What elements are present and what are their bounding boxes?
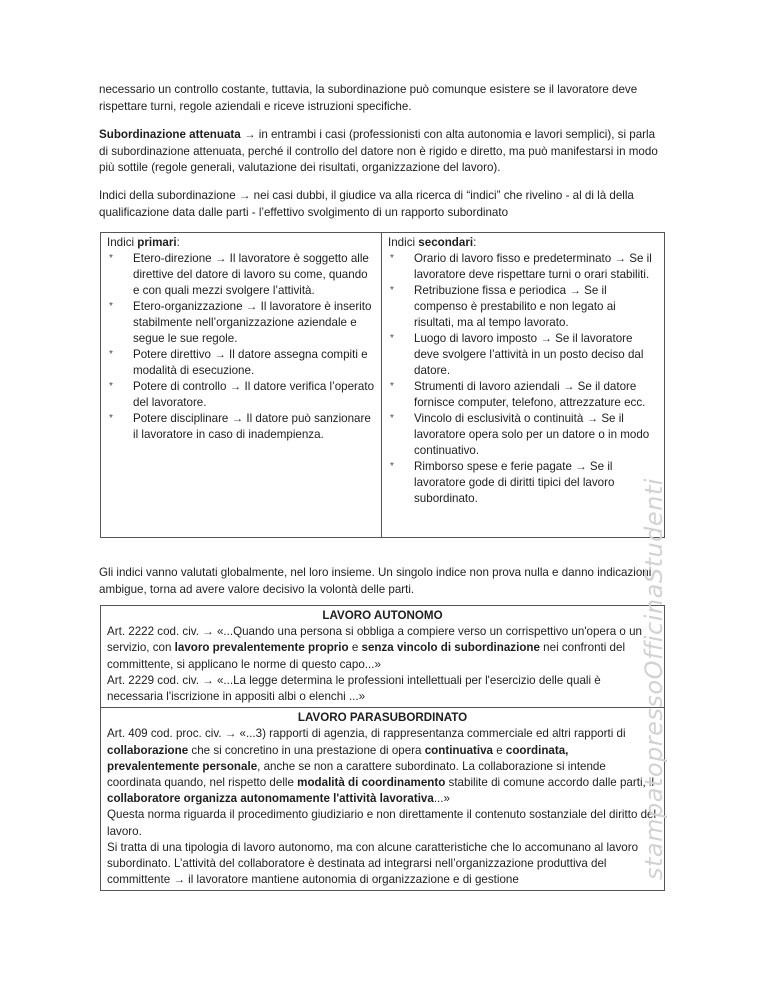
list-item: * Etero-organizzazione → Il lavoratore è inserito stabilmente nell’organizzazione aziendale e segue le sue regole. <box>109 300 372 345</box>
bullet-icon: * <box>390 253 394 264</box>
lavoro-autonomo-heading: LAVORO AUTONOMO <box>322 609 443 622</box>
art-409-text: Art. 409 cod. proc. civ. → «...3) rapporti di agenzia, di rappresentanza commerciale ed altri rapporti di collaborazione che si concretino in una prestazione di opera continuativa e coordinata, prevalentemente personale, anche se non a carattere subordinato. La collaborazione si intende coordinata quando, nel rispetto delle modalità di coordinamento stabilite di comune accordo dalle parti, il collaboratore organizza autonomamente l'attività lavorativa...» <box>107 727 655 806</box>
indici-secondari-label: Indici secondari: <box>388 236 477 249</box>
valutazione-paragraph: Gli indici vanno valutati globalmente, nel loro insieme. Un singolo indice non prova nulla e danno indicazioni ambigue, torna ad avere valore decisivo la volontà delle parti. <box>99 566 652 596</box>
list-item: * Rimborso spese e ferie pagate → Se il lavoratore gode di diritti tipici del lavoro subordinato. <box>390 460 615 505</box>
bullet-icon: * <box>390 381 394 392</box>
list-item: * Retribuzione fissa e periodica → Se il compenso è prestabilito e non legato ai risultati, ma al tempo lavorato. <box>390 284 616 329</box>
lavoro-parasubordinato-section <box>101 707 664 890</box>
list-item: * Potere direttivo → Il datore assegna compiti e modalità di esecuzione. <box>109 348 368 377</box>
list-item: * Etero-direzione → Il lavoratore è soggetto alle direttive del datore di lavoro su come, quando e con quali mezzi svolgere l’attività. <box>109 252 369 297</box>
bullet-icon: * <box>390 461 394 472</box>
norma-note: Questa norma riguarda il procedimento giudiziario e non direttamente il contenuto sostanziale del diritto del lavoro. <box>107 808 657 838</box>
bullet-icon: * <box>390 413 394 424</box>
indici-intro-paragraph: Indici della subordinazione → nei casi dubbi, il giudice va alla ricerca di “indici” che rivelino - al di là della qualificazione data dalle parti - l’effettivo svolgimento di un rapporto subordinato <box>99 189 634 219</box>
arrow: → <box>240 128 259 141</box>
watermark: stampatopressoOfficinaStudenti <box>640 478 668 880</box>
indici-primari-list <box>107 251 375 443</box>
bullet-icon: * <box>109 413 113 424</box>
intro-paragraph: necessario un controllo costante, tuttavia, la subordinazione può comunque esistere se il lavoratore deve rispettare turni, regole aziendali e riceve istruzioni specifiche. <box>99 83 638 113</box>
tipologia-note: Si tratta di una tipologia di lavoro autonomo, ma con alcune caratteristiche che lo accomunano al lavoro subordinato. L’attività del collaboratore è destinata ad integrarsi nell’organizzazione produttiva del committente → il lavoratore mantiene autonomia di organizzazione e di gestione <box>107 840 639 887</box>
indici-primari-column <box>101 233 382 537</box>
list-item: * Strumenti di lavoro aziendali → Se il datore fornisce computer, telefono, attrezzature ecc. <box>390 380 646 409</box>
art-2222-text: Art. 2222 cod. civ. → «...Quando una persona si obbliga a compiere verso un corrispettivo un'opera o un servizio, con lavoro prevalentemente proprio e senza vincolo di subordinazione nei confronti del committente, si applicano le norme di questo capo...» <box>107 625 642 671</box>
list-item: * Potere di controllo → Il datore verifica l’operato del lavoratore. <box>109 380 375 409</box>
list-item: * Luogo di lavoro imposto → Se il lavoratore deve svolgere l’attività in un posto deciso dal datore. <box>390 332 644 377</box>
subordinazione-attenuata-text: in entrambi i casi (professionisti con alta autonomia e lavori semplici), si parla di subordinazione attenuata, perché il controllo del datore non è rigido e diretto, ma può manifestarsi in modo più sottile (regole generali, valutazione dei risultati, organizzazione del lavoro). <box>99 128 658 175</box>
lavoro-parasubordinato-heading: LAVORO PARASUBORDINATO <box>297 711 468 725</box>
bullet-icon: * <box>390 285 394 296</box>
bullet-icon: * <box>109 253 113 264</box>
lavoro-autonomo-section <box>101 606 664 707</box>
bullet-icon: * <box>109 381 113 392</box>
bullet-icon: * <box>109 301 113 312</box>
list-item: * Potere disciplinare → Il datore può sanzionare il lavoratore in caso di inadempienza. <box>109 412 371 441</box>
subordinazione-attenuata-paragraph <box>99 127 659 177</box>
bullet-icon: * <box>109 349 113 360</box>
list-item: * Vincolo di esclusività o continuità → Se il lavoratore opera solo per un datore o in modo continuativo. <box>390 412 650 457</box>
bullet-icon: * <box>390 333 394 344</box>
indici-secondari-list <box>388 251 658 507</box>
list-item: * Orario di lavoro fisso e predeterminato → Se il lavoratore deve rispettare turni o orari stabiliti. <box>390 252 652 281</box>
indici-primari-label: Indici primari: <box>107 236 180 249</box>
subordinazione-attenuata-term: Subordinazione attenuata <box>99 128 241 141</box>
indici-secondari-column <box>382 233 664 537</box>
indici-table <box>100 232 665 538</box>
art-2229-text: Art. 2229 cod. civ. → «...La legge determina le professioni intellettuali per l'esercizio delle quali è necessaria l'iscrizione in appositi albi o elenchi ...» <box>107 673 601 704</box>
lavoro-types-table <box>100 605 665 891</box>
